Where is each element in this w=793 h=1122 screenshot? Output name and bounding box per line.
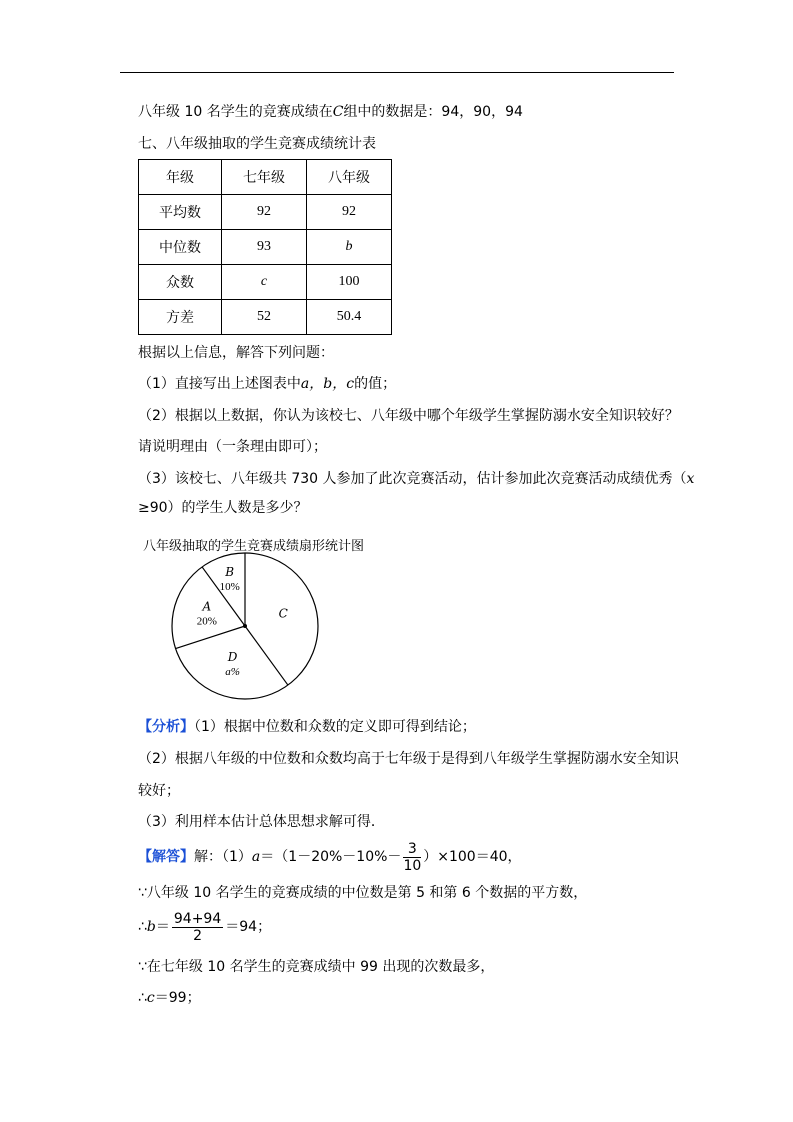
cell-g8: 50.4 xyxy=(307,300,392,335)
intro-var-c: C xyxy=(332,104,344,120)
intro-text-2: 组中的数据是：94，90，94 xyxy=(343,104,523,120)
cell-g8: 100 xyxy=(307,265,392,300)
pie-chart xyxy=(165,548,325,703)
question-2-line-1: （2）根据以上数据，你认为该校七、八年级中哪个年级学生掌握防溺水安全知识较好？ xyxy=(138,408,679,424)
analysis-line-4: （3）利用样本估计总体思想求解可得． xyxy=(138,814,385,830)
pie-slice-value-d: a% xyxy=(225,666,240,679)
s3-text-b: ＝ xyxy=(155,919,170,935)
analysis-line-1 xyxy=(138,717,476,737)
pie-slice-label-c: C xyxy=(278,606,288,621)
analysis-tag: 【分析】 xyxy=(138,719,194,735)
header-rule xyxy=(120,72,674,73)
pie-slice-label-b: B xyxy=(225,564,235,579)
solution-line-2: ∵八年级 10 名学生的竞赛成绩的中位数是第 5 和第 6 个数据的平方数， xyxy=(138,885,588,901)
q1-vars: a，b，c xyxy=(300,376,355,392)
pie-slice-label-a: A xyxy=(202,599,212,614)
table-header-row xyxy=(139,160,392,195)
pie-slice-boundary-d xyxy=(245,626,288,685)
cell-g8: 92 xyxy=(307,195,392,230)
s3-var: b xyxy=(146,919,156,935)
question-1 xyxy=(138,374,396,394)
fraction xyxy=(403,841,421,874)
intro-text-1: 八年级 10 名学生的竞赛成绩在 xyxy=(138,104,333,120)
intro-line xyxy=(138,102,523,122)
q3-text-a: （3）该校七、八年级共 730 人参加了此次竞赛活动，估计参加此次竞赛活动成绩优秀（ xyxy=(138,471,687,487)
q1-text-b: 的值； xyxy=(354,376,397,392)
s5-var: c xyxy=(146,990,155,1006)
pie-slice-value-a: 20% xyxy=(196,615,217,628)
s1-text-b: ＝（1－20%－10%－ xyxy=(260,849,402,865)
s3-text-c: ＝94； xyxy=(225,919,272,935)
pie-slice-value-b: 10% xyxy=(219,580,240,593)
table-row xyxy=(139,300,392,335)
solution-line-3 xyxy=(138,910,271,944)
cell-g7: 52 xyxy=(222,300,307,335)
cell-g7: 92 xyxy=(222,195,307,230)
question-3-line-2: ≥90）的学生人数是多少？ xyxy=(138,500,308,516)
row-label: 众数 xyxy=(139,265,222,300)
pie-chart-title: 八年级抽取的学生竞赛成绩扇形统计图 xyxy=(143,539,365,554)
stats-table xyxy=(138,159,392,335)
pie-slice-boundary-a xyxy=(176,626,245,649)
cell-g8: b xyxy=(307,230,392,265)
analysis-p1: （1）根据中位数和众数的定义即可得到结论； xyxy=(194,719,476,735)
q3-var-x: x xyxy=(686,471,695,487)
s1-text-c: ）×100＝40， xyxy=(423,849,522,865)
s5-text-b: ＝99； xyxy=(154,990,201,1006)
cell-g7: 93 xyxy=(222,230,307,265)
solution-tag: 【解答】 xyxy=(138,849,194,865)
row-label: 方差 xyxy=(139,300,222,335)
pie-center-dot xyxy=(243,624,247,628)
table-header-cell: 七年级 xyxy=(222,160,307,195)
row-label: 平均数 xyxy=(139,195,222,230)
pie-slice-label-d: D xyxy=(227,650,238,665)
questions-intro: 根据以上信息，解答下列问题： xyxy=(138,345,334,361)
table-header-cell: 八年级 xyxy=(307,160,392,195)
row-label: 中位数 xyxy=(139,230,222,265)
fraction xyxy=(172,911,223,944)
table-row xyxy=(139,265,392,300)
cell-g7: c xyxy=(222,265,307,300)
solution-line-5 xyxy=(138,988,201,1008)
analysis-line-3: 较好； xyxy=(138,783,180,799)
solution-line-1 xyxy=(138,840,522,874)
table-row xyxy=(139,230,392,265)
question-3-line-1 xyxy=(138,469,694,489)
table-title: 七、八年级抽取的学生竞赛成绩统计表 xyxy=(138,136,376,152)
analysis-line-2: （2）根据八年级的中位数和众数均高于七年级于是得到八年级学生掌握防溺水安全知识 xyxy=(138,751,679,767)
solution-line-4: ∵在七年级 10 名学生的竞赛成绩中 99 出现的次数最多， xyxy=(138,959,495,975)
s3-text-a: ∴ xyxy=(138,919,147,935)
s1-text-a: 解：（1） xyxy=(194,849,252,865)
table-row xyxy=(139,195,392,230)
question-2-line-2: 请说明理由（一条理由即可）； xyxy=(138,439,327,455)
table-header-cell: 年级 xyxy=(139,160,222,195)
fraction-denominator: 10 xyxy=(403,857,422,874)
fraction-denominator: 2 xyxy=(193,927,203,944)
fraction-numerator: 94+94 xyxy=(173,910,222,927)
q1-text-a: （1）直接写出上述图表中 xyxy=(138,376,301,392)
fraction-numerator: 3 xyxy=(403,841,421,858)
s1-var: a xyxy=(251,849,261,865)
s5-text-a: ∴ xyxy=(138,990,147,1006)
